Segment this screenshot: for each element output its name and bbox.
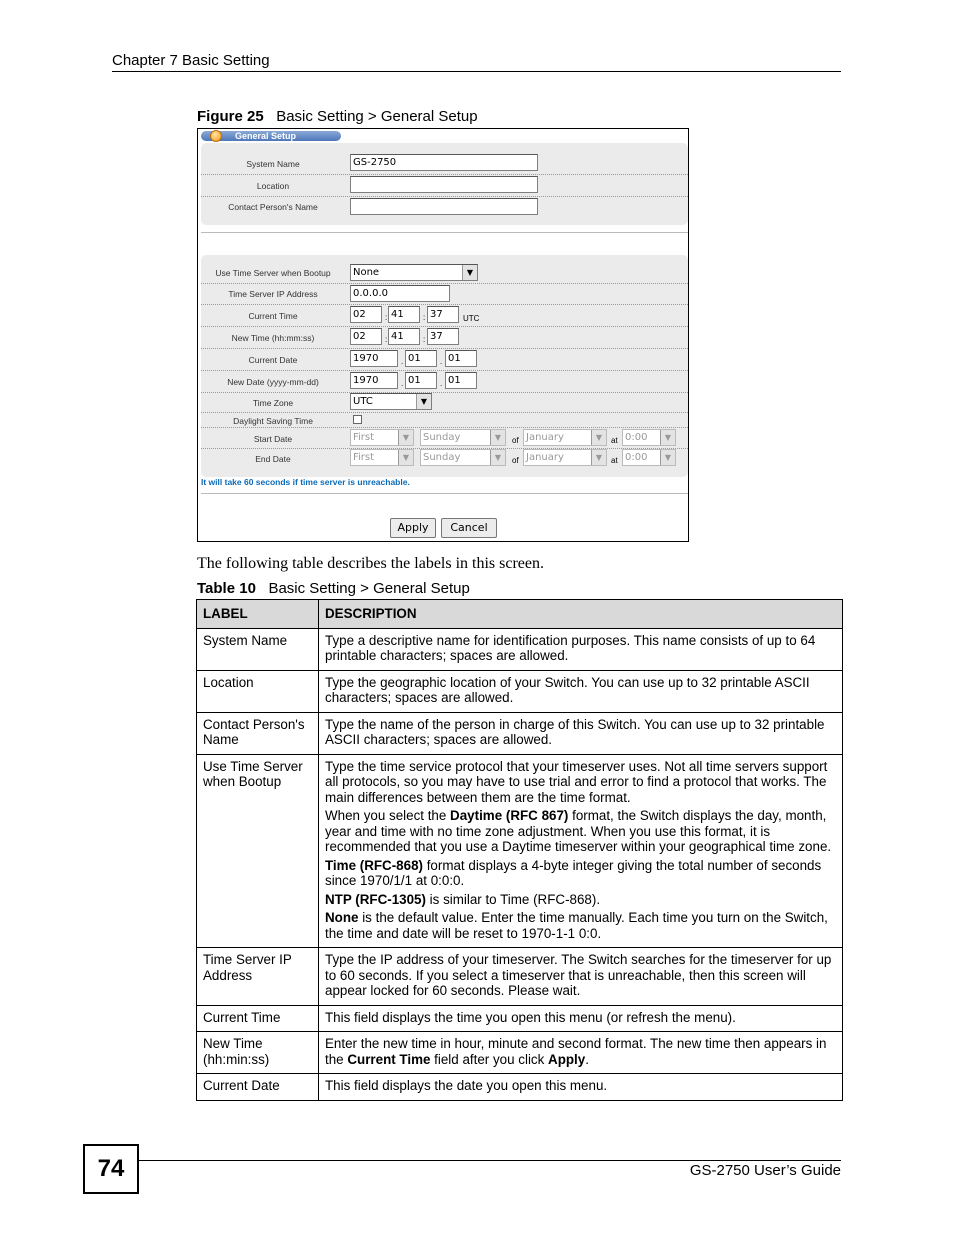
current-date-month: 01 bbox=[405, 350, 437, 367]
description-paragraph: Time (RFC-868) format displays a 4-byte integer giving the total number of seconds since 1970/1/1 at 0:0:0. bbox=[325, 857, 822, 888]
label-use-time-server: Use Time Server when Bootup bbox=[215, 268, 331, 278]
current-time-hour: 02 bbox=[350, 306, 382, 323]
row-label: Contact Person's Name bbox=[197, 712, 319, 754]
label-end-date: End Date bbox=[255, 454, 291, 464]
divider bbox=[201, 174, 688, 175]
chevron-down-icon: ▼ bbox=[591, 450, 606, 465]
current-time-second: 37 bbox=[427, 306, 459, 323]
label-current-date: Current Date bbox=[248, 355, 298, 365]
divider bbox=[201, 304, 688, 305]
time-server-select[interactable]: None ▼ bbox=[350, 264, 478, 281]
date-separator: . bbox=[440, 357, 443, 366]
label-time-server-ip: Time Server IP Address bbox=[228, 289, 318, 299]
chevron-down-icon: ▼ bbox=[660, 430, 675, 445]
label-new-time: New Time (hh:mm:ss) bbox=[231, 333, 315, 343]
row-label: Current Date bbox=[197, 1074, 319, 1101]
divider bbox=[201, 326, 688, 327]
table-row bbox=[197, 1032, 843, 1074]
table-row bbox=[197, 1005, 843, 1032]
panel-title: General Setup bbox=[201, 131, 341, 141]
intro-text: The following table describes the labels in this screen. bbox=[197, 555, 545, 572]
end-day-select[interactable]: Sunday ▼ bbox=[420, 449, 506, 466]
row-description: Type a descriptive name for identification purposes. This name consists of up to 64 printable characters; spaces are allowed. bbox=[319, 628, 843, 670]
label-current-time: Current Time bbox=[248, 311, 298, 321]
apply-button[interactable]: Apply bbox=[390, 518, 436, 538]
description-paragraph: None is the default value. Enter the time manually. Each time you turn on the Switch, the time and date will be reset to 1970-1-1 0:0. bbox=[325, 910, 828, 941]
panel-title-icon bbox=[210, 130, 222, 142]
page-number: 74 bbox=[83, 1144, 139, 1194]
chevron-down-icon: ▼ bbox=[398, 450, 413, 465]
time-separator: : bbox=[423, 335, 426, 344]
column-header-label: LABEL bbox=[197, 600, 319, 629]
section-divider bbox=[201, 493, 688, 494]
column-header-description: DESCRIPTION bbox=[319, 600, 843, 629]
time-separator: : bbox=[423, 313, 426, 322]
divider bbox=[201, 370, 688, 371]
section-divider bbox=[201, 232, 688, 233]
label-system-name: System Name bbox=[246, 159, 300, 169]
row-description bbox=[319, 754, 843, 948]
divider bbox=[201, 283, 688, 284]
description-paragraph: When you select the Daytime (RFC 867) format, the Switch displays the day, month, year and time with no time zone adjustment. When you use this format, it is recommended that you use a Daytime timeserver within your geographical time zone. bbox=[325, 808, 832, 854]
row-description: Type the geographic location of your Switch. You can use up to 32 printable ASCII characters; spaces are allowed. bbox=[319, 670, 843, 712]
guide-title: GS-2750 User’s Guide bbox=[689, 1162, 841, 1179]
label-dst: Daylight Saving Time bbox=[233, 416, 313, 426]
label-contact: Contact Person's Name bbox=[228, 202, 318, 212]
start-time-select[interactable]: 0:00 ▼ bbox=[622, 429, 676, 446]
row-label: Time Server IP Address bbox=[197, 948, 319, 1006]
chevron-down-icon: ▼ bbox=[490, 450, 505, 465]
cancel-button[interactable]: Cancel bbox=[441, 518, 497, 538]
row-label: Current Time bbox=[197, 1005, 319, 1032]
row-description: Type the name of the person in charge of this Switch. You can use up to 32 printable ASCII characters; spaces are allowed. bbox=[319, 712, 843, 754]
divider bbox=[201, 412, 688, 413]
row-description: Enter the new time in hour, minute and second format. The new time then appears in the Current Time field after you click Apply. bbox=[319, 1032, 843, 1074]
chevron-down-icon: ▼ bbox=[490, 430, 505, 445]
new-time-hour[interactable]: 02 bbox=[350, 328, 382, 345]
new-date-year[interactable]: 1970 bbox=[350, 372, 398, 389]
divider bbox=[201, 348, 688, 349]
table-row bbox=[197, 712, 843, 754]
label-start-date: Start Date bbox=[253, 434, 293, 444]
chevron-down-icon: ▼ bbox=[462, 265, 477, 280]
new-date-month[interactable]: 01 bbox=[405, 372, 437, 389]
chapter-header: Chapter 7 Basic Setting bbox=[112, 52, 270, 69]
current-date-year: 1970 bbox=[350, 350, 398, 367]
header-rule bbox=[112, 71, 841, 72]
at-label: at bbox=[611, 436, 618, 445]
current-date-day: 01 bbox=[445, 350, 477, 367]
table-row bbox=[197, 628, 843, 670]
of-label: of bbox=[512, 436, 519, 445]
description-table bbox=[196, 599, 843, 1101]
figure-caption: Figure 25 Basic Setting > General Setup bbox=[197, 108, 478, 125]
table-row bbox=[197, 1074, 843, 1101]
new-time-second[interactable]: 37 bbox=[427, 328, 459, 345]
table-caption: Table 10 Basic Setting > General Setup bbox=[197, 580, 470, 597]
row-label: Use Time Server when Bootup bbox=[197, 754, 319, 948]
start-week-select[interactable]: First ▼ bbox=[350, 429, 414, 446]
dst-checkbox[interactable] bbox=[353, 415, 362, 424]
end-week-select[interactable]: First ▼ bbox=[350, 449, 414, 466]
description-paragraph: NTP (RFC-1305) is similar to Time (RFC-868). bbox=[325, 891, 601, 907]
row-label: System Name bbox=[197, 628, 319, 670]
of-label: of bbox=[512, 456, 519, 465]
new-date-day[interactable]: 01 bbox=[445, 372, 477, 389]
time-separator: : bbox=[385, 335, 388, 344]
location-input[interactable] bbox=[350, 176, 538, 193]
end-month-select[interactable]: January ▼ bbox=[523, 449, 607, 466]
footer-rule bbox=[139, 1160, 841, 1161]
time-separator: : bbox=[385, 313, 388, 322]
label-time-zone: Time Zone bbox=[252, 398, 294, 408]
label-new-date: New Date (yyyy-mm-dd) bbox=[227, 377, 319, 387]
table-row bbox=[197, 948, 843, 1006]
chevron-down-icon: ▼ bbox=[398, 430, 413, 445]
contact-input[interactable] bbox=[350, 198, 538, 215]
general-setup-screenshot bbox=[197, 128, 689, 542]
divider bbox=[201, 392, 688, 393]
date-separator: . bbox=[401, 357, 404, 366]
row-description: Type the IP address of your timeserver. The Switch searches for the timeserver for up to 60 seconds. If you select a timeserver that is unreachable, then this screen will appear locked for 60 seconds. Please wait. bbox=[319, 948, 843, 1006]
end-time-select[interactable]: 0:00 ▼ bbox=[622, 449, 676, 466]
chevron-down-icon: ▼ bbox=[660, 450, 675, 465]
new-time-minute[interactable]: 41 bbox=[388, 328, 420, 345]
divider bbox=[201, 196, 688, 197]
timeout-note: It will take 60 seconds if time server is unreachable. bbox=[201, 477, 410, 487]
time-server-ip-input[interactable]: 0.0.0.0 bbox=[350, 285, 450, 302]
start-day-select[interactable]: Sunday ▼ bbox=[420, 429, 506, 446]
time-zone-select[interactable]: UTC ▼ bbox=[350, 393, 432, 410]
row-description: This field displays the time you open this menu (or refresh the menu). bbox=[319, 1005, 843, 1032]
description-paragraph: Type the time service protocol that your timeserver uses. Not all time servers support all protocols, so you may have to use trial and error to find a protocol that works. The main differences between them are the time format. bbox=[325, 758, 828, 805]
date-separator: . bbox=[440, 379, 443, 388]
chevron-down-icon: ▼ bbox=[591, 430, 606, 445]
table-header-row bbox=[197, 600, 843, 629]
divider bbox=[201, 427, 688, 428]
row-label: Location bbox=[197, 670, 319, 712]
current-time-minute: 41 bbox=[388, 306, 420, 323]
utc-label: UTC bbox=[463, 314, 480, 323]
row-label: New Time (hh:min:ss) bbox=[197, 1032, 319, 1074]
start-month-select[interactable]: January ▼ bbox=[523, 429, 607, 446]
date-separator: . bbox=[401, 379, 404, 388]
table-row bbox=[197, 670, 843, 712]
label-location: Location bbox=[256, 181, 290, 191]
row-description: This field displays the date you open this menu. bbox=[319, 1074, 843, 1101]
system-name-input[interactable]: GS-2750 bbox=[350, 154, 538, 171]
table-row bbox=[197, 754, 843, 948]
at-label: at bbox=[611, 456, 618, 465]
chevron-down-icon: ▼ bbox=[416, 394, 431, 409]
